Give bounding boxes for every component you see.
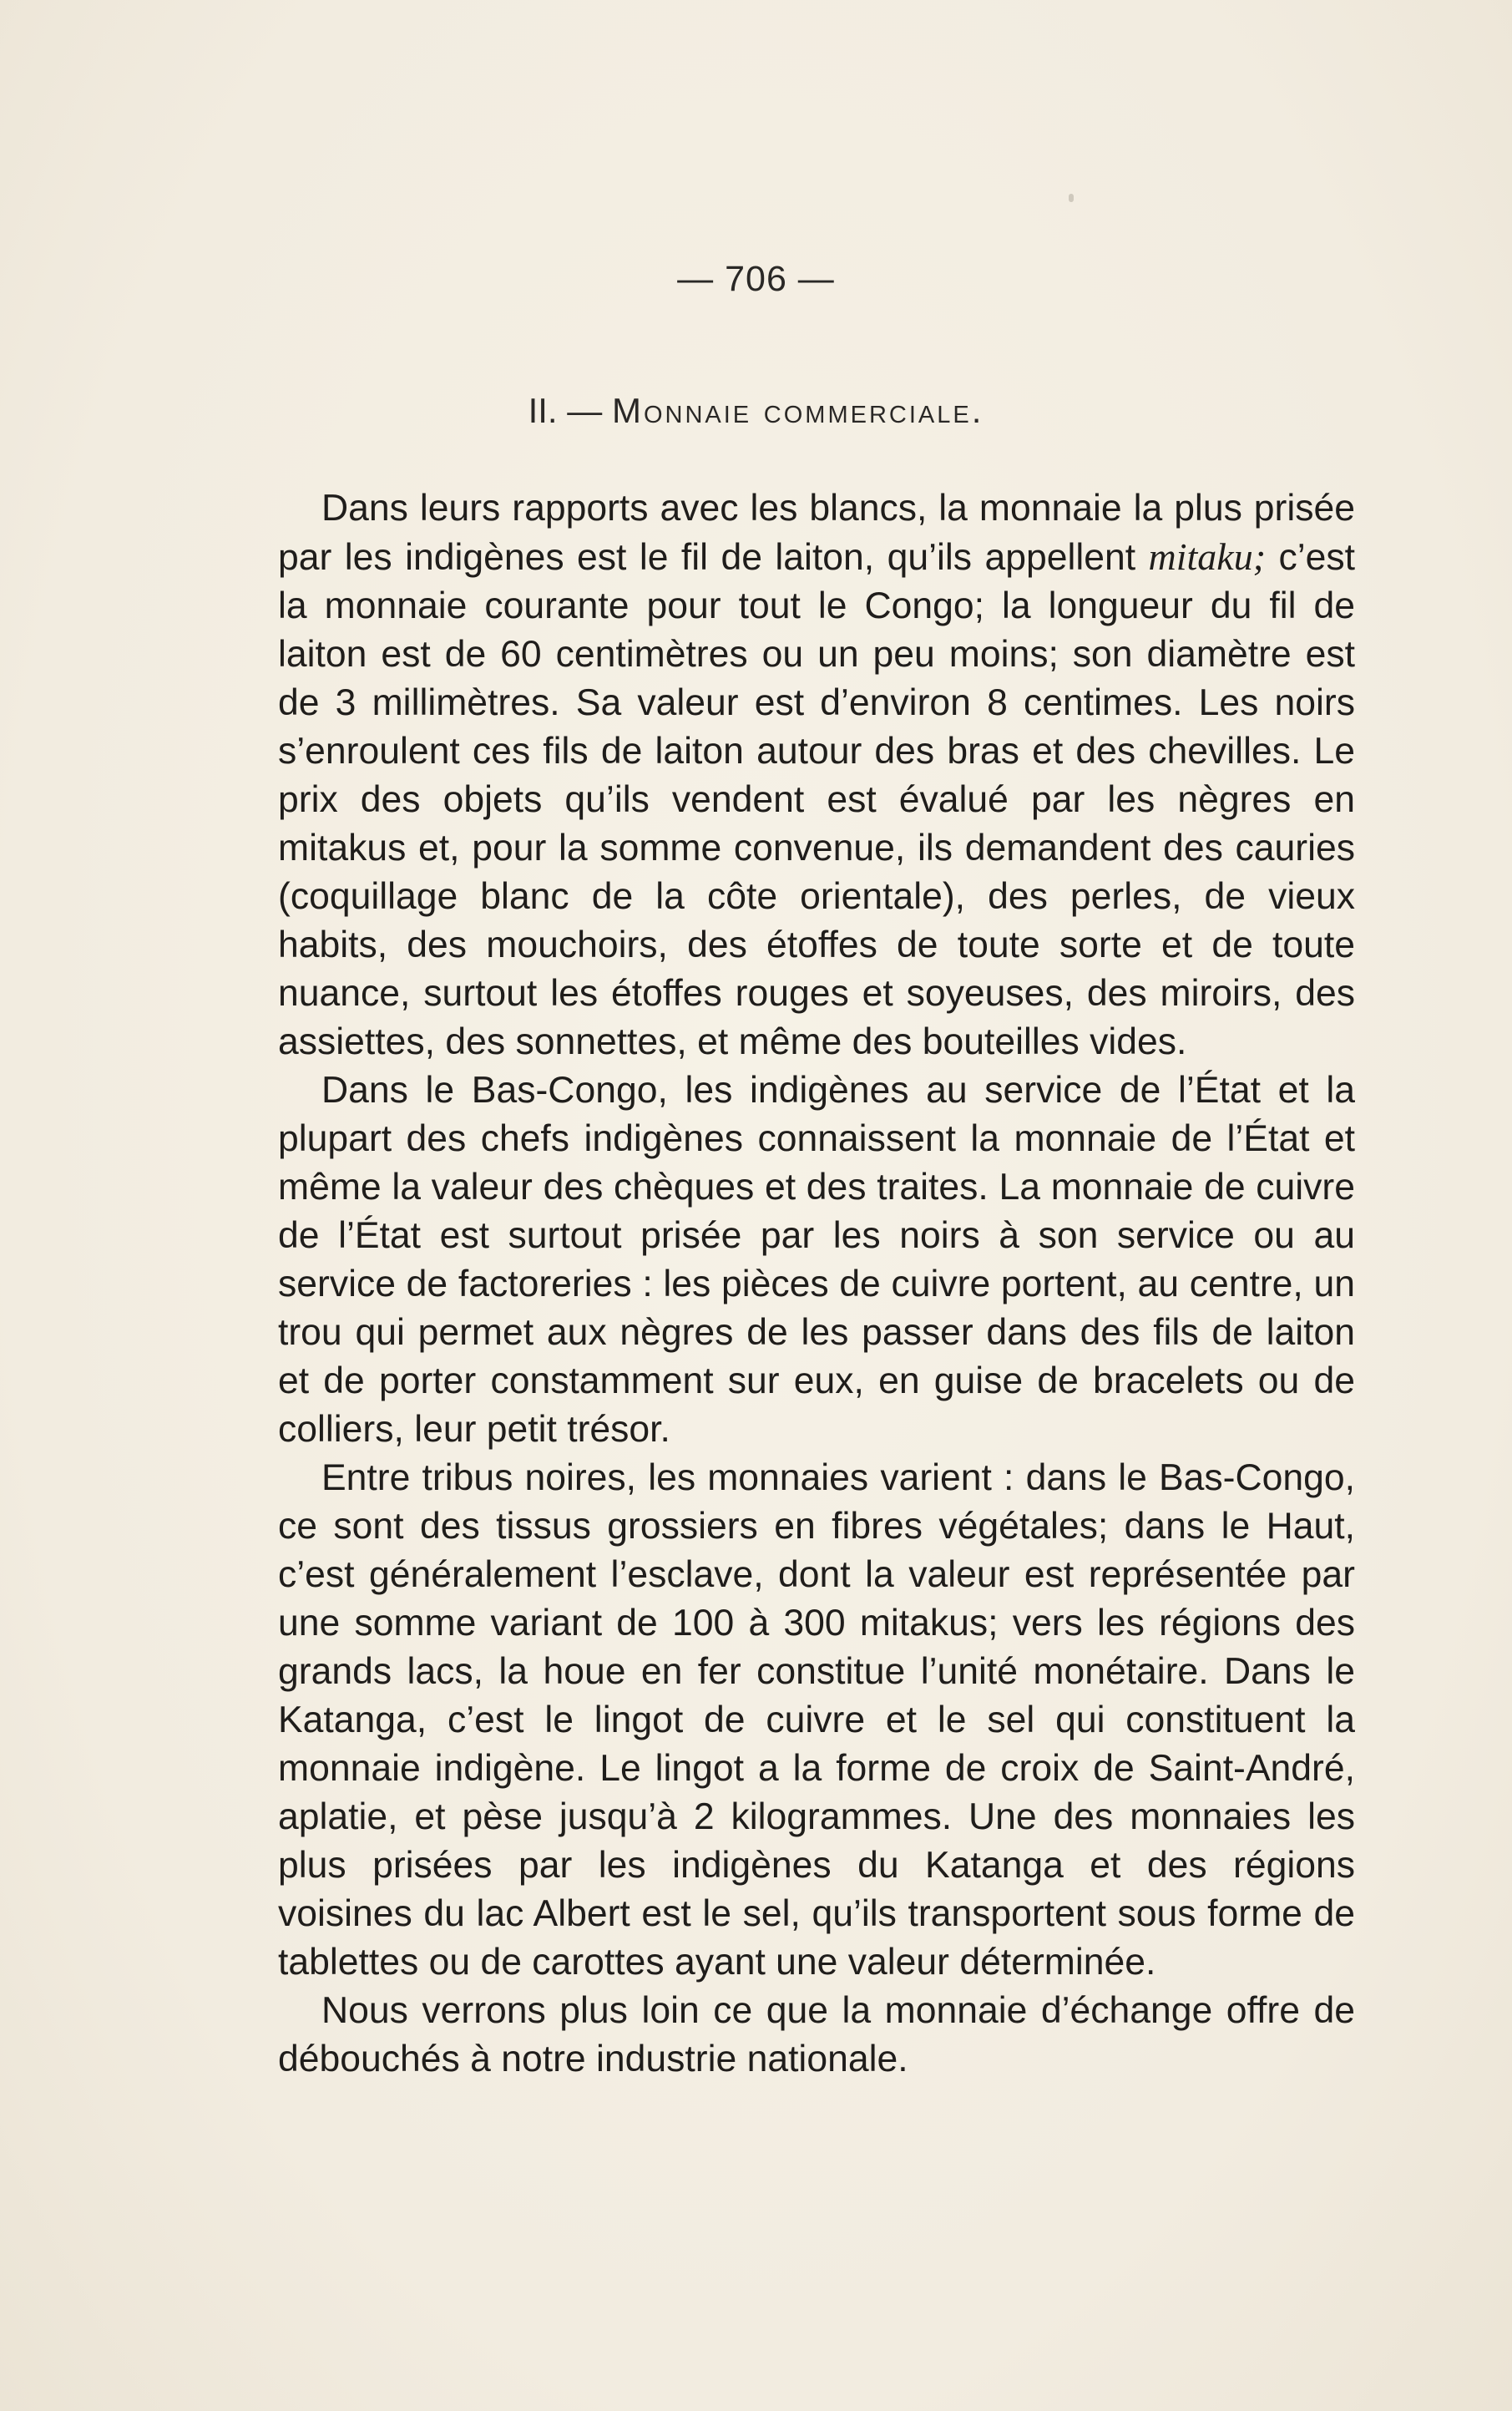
paragraph-2: Dans le Bas-Congo, les indigènes au service de l’État et la plupart des chefs indigènes connaissent la monnaie de l’État et même la valeur des chèques et des traites. La monnaie de cuivre de l’État est surtout prisée par les noirs à son service ou au service de factoreries : les pièces de cuivre portent, au centre, un trou qui permet aux nègres de les passer dans des fils de laiton et de porter constamment sur eux, en guise de bracelets ou de colliers, leur petit trésor. xyxy=(278,1070,1355,1450)
body-text xyxy=(278,484,1355,2084)
page-number: — 706 — xyxy=(677,259,835,299)
section-title: Monnaie commerciale. xyxy=(611,391,984,430)
paper-speck xyxy=(1069,194,1074,202)
paragraph-4: Nous verrons plus loin ce que la monnaie d’échange offre de débouchés à notre industrie nationale. xyxy=(278,1990,1355,2079)
paragraph-1-text-end: c’est la monnaie courante pour tout le Congo; la longueur du fil de laiton est de 60 centimètres ou un peu moins; son diamètre est de 3 millimètres. Sa valeur est d’environ 8 centimes. Les noirs s’enroulent ces fils de laiton autour des bras et des chevilles. Le prix des objets qu’ils vendent est évalué par les nègres en mitakus et, pour la somme convenue, ils demandent des cauries (coquillage blanc de la côte orientale), des perles, de vieux habits, des mouchoirs, des étoffes de toute sorte et de toute nuance, surtout les étoffes rouges et soyeuses, des miroirs, des assiettes, des sonnettes, et même des bouteilles vides. xyxy=(278,537,1355,1062)
paragraph-3: Entre tribus noires, les monnaies varient : dans le Bas-Congo, ce sont des tissus grossiers en fibres végétales; dans le Haut, c’est généralement l’esclave, dont la valeur est représentée par une somme variant de 100 à 300 mitakus; vers les régions des grands lacs, la houe en fer constitue l’unité monétaire. Dans le Katanga, c’est le lingot de cuivre et le sel qui constituent la monnaie indigène. Le lingot a la forme de croix de Saint-André, aplatie, et pèse jusqu’à 2 kilogrammes. Une des monnaies les plus prisées par les indigènes du Katanga et des régions voisines du lac Albert est le sel, qu’ils transportent sous forme de tablettes ou de carottes ayant une valeur déterminée. xyxy=(278,1457,1355,1983)
section-heading xyxy=(0,391,1512,431)
paragraph-1-text-start: Dans leurs rapports avec les blancs, la monnaie la plus prisée par les indigènes est le fil de laiton, qu’ils appellent xyxy=(278,488,1355,578)
section-dash: — xyxy=(557,391,612,430)
paragraph-1-italic-term: mitaku; xyxy=(1148,535,1267,578)
paragraph-1 xyxy=(278,484,1355,1066)
section-numeral: II. xyxy=(528,391,558,430)
